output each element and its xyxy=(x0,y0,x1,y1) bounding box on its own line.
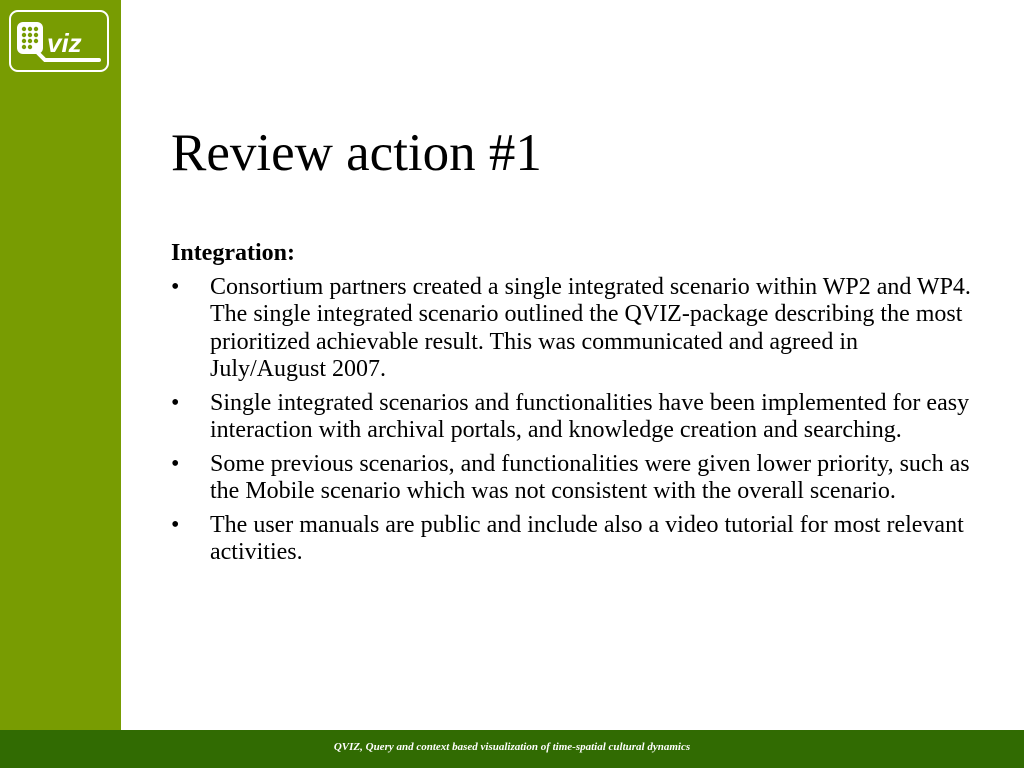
qviz-logo-icon xyxy=(11,12,107,70)
list-item xyxy=(171,274,971,384)
section-heading: Integration: xyxy=(171,240,295,266)
bullet-icon: • xyxy=(171,273,180,300)
slide-body xyxy=(171,240,971,573)
bullet-text: Single integrated scenarios and functionalities have been implemented for easy interaction with archival portals, and knowledge creation and searching. xyxy=(210,389,970,443)
logo-wordmark: viz xyxy=(47,28,82,58)
bullet-text: The user manuals are public and include also a video tutorial for most relevant activities. xyxy=(210,511,964,565)
list-item xyxy=(171,512,971,567)
footer-text: QVIZ, Query and context based visualization of time-spatial cultural dynamics xyxy=(333,741,691,753)
list-item xyxy=(171,390,971,445)
qviz-logo xyxy=(9,10,109,72)
page-title: Review action #1 xyxy=(171,124,542,182)
footer-bar xyxy=(0,730,1024,768)
bullet-icon: • xyxy=(171,450,180,477)
bullet-list xyxy=(171,274,971,567)
bullet-icon: • xyxy=(171,389,180,416)
bullet-text: Some previous scenarios, and functionalities were given lower priority, such as the Mobile scenario which was not consistent with the overall scenario. xyxy=(210,450,970,504)
bullet-text: Consortium partners created a single integrated scenario within WP2 and WP4. The single integrated scenario outlined the QVIZ-package describing the most prioritized achievable result. This was communicated and agreed in July/August 2007. xyxy=(210,273,971,382)
bullet-icon: • xyxy=(171,511,180,538)
list-item xyxy=(171,451,971,506)
sidebar xyxy=(0,0,121,730)
